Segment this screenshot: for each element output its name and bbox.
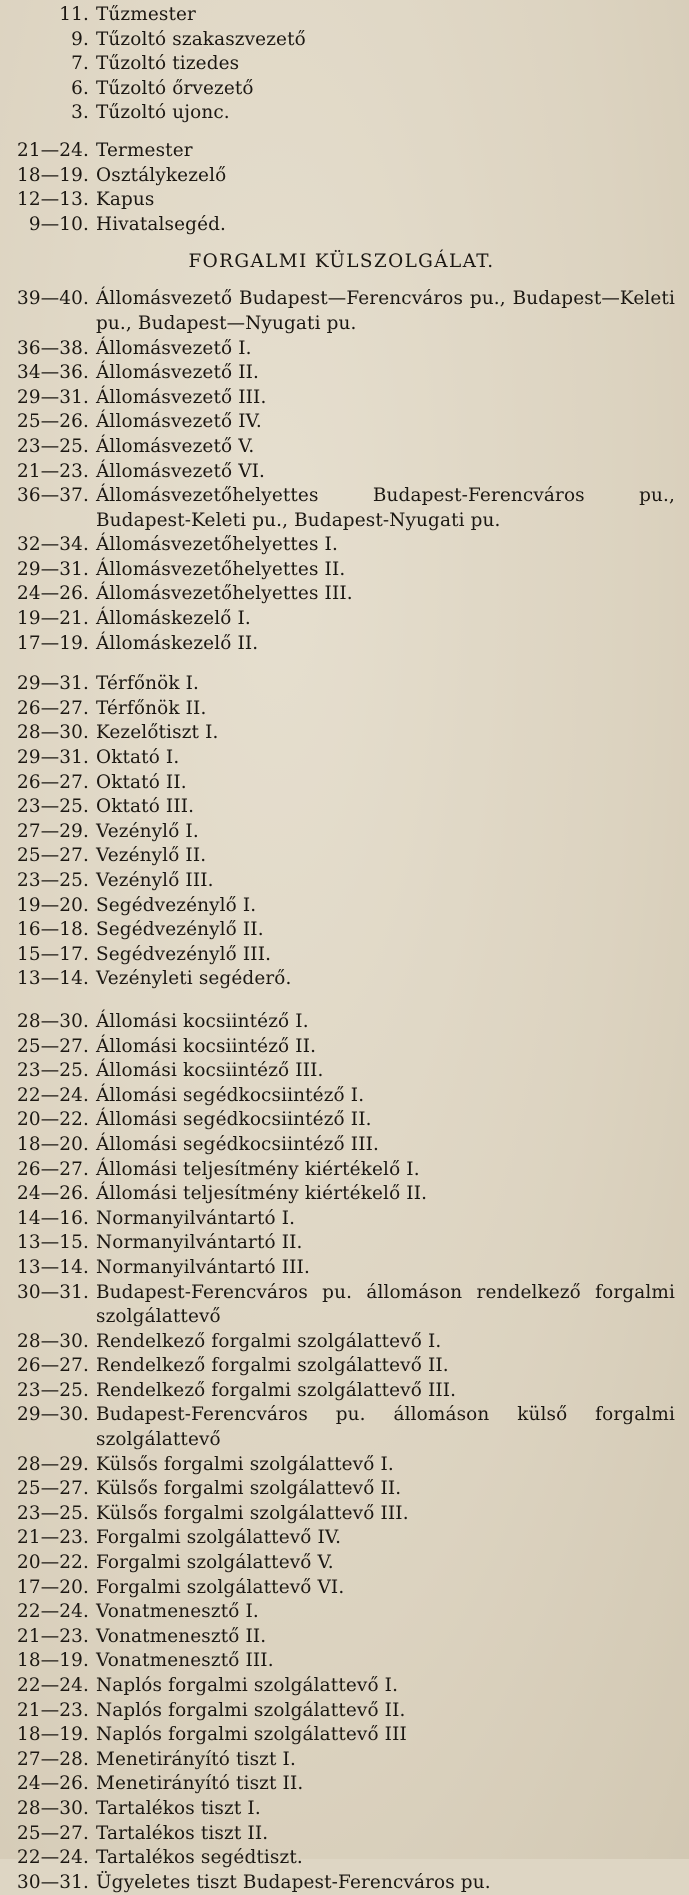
- position-title: Normanyilvántartó II.: [96, 1232, 303, 1254]
- grade-range: 26—27.: [17, 697, 89, 719]
- list-item: [8, 721, 675, 746]
- grade-range: 17—19.: [17, 632, 89, 654]
- position-title: Állomásvezető II.: [96, 362, 260, 384]
- position-title: Kapus: [96, 189, 155, 211]
- position-title: Állomási segédkocsiintéző II.: [96, 1109, 372, 1131]
- position-title: Naplós forgalmi szolgálattevő III: [96, 1724, 407, 1746]
- grade-range: 18—19.: [17, 1724, 89, 1746]
- list-item: [8, 410, 675, 435]
- grade-range: 21—23.: [17, 1699, 89, 1721]
- list-item: [8, 1403, 675, 1452]
- list-item: [8, 361, 675, 386]
- position-title: Menetirányító tiszt I.: [96, 1748, 296, 1770]
- grade-range: 15—17.: [17, 943, 89, 965]
- position-title: Vonatmenesztő III.: [96, 1650, 274, 1672]
- block-fire-service: [8, 3, 675, 126]
- list-item: [8, 1600, 675, 1625]
- position-title: Állomáskezelő II.: [96, 632, 259, 654]
- position-title: Állomási segédkocsiintéző III.: [96, 1133, 380, 1155]
- grade-range: 18—19.: [17, 1650, 89, 1672]
- position-title: Hivatalsegéd.: [96, 213, 227, 235]
- list-item: [8, 1035, 675, 1060]
- list-item: [8, 632, 675, 657]
- list-item: [8, 1649, 675, 1674]
- grade-range: 20—22.: [17, 1109, 89, 1131]
- position-title: Ügyeletes tiszt Budapest-Ferencváros pu.: [96, 1871, 491, 1893]
- position-title: Tűzoltó őrvezető: [96, 77, 254, 99]
- grade-range: 27—28.: [17, 1748, 89, 1770]
- grade-range: 21—23.: [17, 1625, 89, 1647]
- grade-range: 26—27.: [17, 1158, 89, 1180]
- list-item: [8, 287, 675, 336]
- position-title: Forgalmi szolgálattevő IV.: [96, 1527, 342, 1549]
- position-title: Naplós forgalmi szolgálattevő II.: [96, 1699, 406, 1721]
- list-item: [8, 1871, 675, 1895]
- position-title: Vonatmenesztő II.: [96, 1625, 267, 1647]
- list-item: [8, 435, 675, 460]
- list-item: [8, 1281, 675, 1330]
- position-title: Tartalékos segédtiszt.: [96, 1847, 303, 1869]
- list-item: [8, 533, 675, 558]
- position-title: Állomásvezetőhelyettes III.: [96, 583, 353, 605]
- list-item: [8, 1576, 675, 1601]
- position-title: Oktató II.: [96, 771, 187, 793]
- list-item: [8, 386, 675, 411]
- position-title: Vezénylő III.: [96, 870, 214, 891]
- grade-range: 25—26.: [17, 411, 89, 433]
- position-title: Állomási kocsiintéző III.: [96, 1060, 324, 1082]
- position-title: Tartalékos tiszt I.: [96, 1797, 261, 1819]
- position-title: Állomásvezető I.: [96, 337, 252, 359]
- list-item: [8, 1158, 675, 1183]
- position-title: Oktató III.: [96, 796, 195, 818]
- position-title: Tűzmester: [96, 4, 196, 25]
- list-item: [8, 188, 675, 213]
- list-item: [8, 213, 675, 238]
- position-title: Állomásvezetőhelyettes I.: [96, 534, 338, 556]
- list-item: [8, 1674, 675, 1699]
- list-item: [8, 771, 675, 796]
- position-title: Tartalékos tiszt II.: [96, 1822, 269, 1844]
- grade-range: 26—27.: [17, 1355, 89, 1377]
- grade-range: 30—31.: [17, 1281, 89, 1303]
- position-title: Tűzoltó tizedes: [96, 53, 240, 75]
- grade-range: 9—10.: [28, 213, 89, 235]
- position-title: Állomási segédkocsiintéző I.: [96, 1084, 365, 1106]
- list-item: [8, 52, 675, 77]
- grade-range: 21—23.: [17, 1527, 89, 1549]
- list-item: [8, 1723, 675, 1748]
- list-item: [8, 1477, 675, 1502]
- position-title: Vezénylő I.: [96, 820, 199, 842]
- list-item: [8, 869, 675, 894]
- grade-range: 22—24.: [17, 1084, 89, 1106]
- grade-range: 13—15.: [17, 1232, 89, 1254]
- position-title: Budapest-Ferencváros pu. állomáson külső forgalmi szolgálattevő: [96, 1404, 675, 1451]
- list-item: [8, 139, 675, 164]
- position-title: Forgalmi szolgálattevő V.: [96, 1552, 334, 1574]
- position-title: Állomáskezelő I.: [96, 608, 251, 630]
- grade-range: 23—25.: [17, 796, 89, 818]
- position-title: Forgalmi szolgálattevő VI.: [96, 1576, 345, 1598]
- grade-range: 26—27.: [17, 771, 89, 793]
- grade-range: 14—16.: [17, 1207, 89, 1229]
- grade-range: 23—25.: [17, 1502, 89, 1524]
- grade-range: 19—21.: [17, 608, 89, 630]
- list-item: [8, 795, 675, 820]
- list-item: [8, 1231, 675, 1256]
- list-item: [8, 1772, 675, 1797]
- position-title: Termester: [96, 139, 193, 161]
- position-title: Tűzoltó szakaszvezető: [96, 28, 306, 50]
- list-item: [8, 1748, 675, 1773]
- list-item: [8, 337, 675, 362]
- grade-range: 36—38.: [17, 337, 89, 359]
- grade-range: 34—36.: [17, 362, 89, 384]
- list-item: [8, 1797, 675, 1822]
- list-item: [8, 967, 675, 992]
- position-title: Külsős forgalmi szolgálattevő III.: [96, 1502, 409, 1524]
- position-title: Osztálykezelő: [96, 164, 227, 186]
- position-title: Külsős forgalmi szolgálattevő II.: [96, 1478, 402, 1500]
- grade-range: 25—27.: [17, 1478, 89, 1500]
- position-title: Állomási kocsiintéző I.: [96, 1010, 309, 1032]
- position-title: Segédvezénylő I.: [96, 894, 257, 916]
- grade-range: 28—30.: [17, 1797, 89, 1819]
- position-title: Állomási teljesítmény kiértékelő I.: [96, 1158, 420, 1180]
- grade-range: 25—27.: [17, 1822, 89, 1844]
- grade-range: 29—30.: [17, 1404, 89, 1426]
- position-title: Külsős forgalmi szolgálattevő I.: [96, 1453, 394, 1475]
- list-item: [8, 101, 675, 126]
- grade-range: 24—26.: [17, 1183, 89, 1205]
- list-item: [8, 672, 675, 697]
- list-item: [8, 697, 675, 722]
- position-title: Állomásvezetőhelyettes II.: [96, 558, 346, 580]
- grade-range: 24—26.: [17, 583, 89, 605]
- position-title: Segédvezénylő II.: [96, 919, 264, 941]
- position-title: Oktató I.: [96, 747, 180, 769]
- grade-range: 39—40.: [17, 288, 89, 310]
- list-item: [8, 1059, 675, 1084]
- list-item: [8, 77, 675, 102]
- grade-range: 29—31.: [17, 673, 89, 695]
- block-office-staff: [8, 139, 675, 237]
- position-title: Állomási teljesítmény kiértékelő II.: [96, 1183, 428, 1205]
- list-item: [8, 918, 675, 943]
- grade-range: 28—30.: [17, 1010, 89, 1032]
- grade-range: 25—27.: [17, 1035, 89, 1057]
- list-item: [8, 3, 675, 28]
- list-item: [8, 484, 675, 533]
- grade-range: 21—23.: [17, 460, 89, 482]
- grade-range: 7.: [71, 53, 89, 75]
- block-station-management: [8, 287, 675, 656]
- list-item: [8, 1551, 675, 1576]
- grade-range: 9.: [71, 28, 89, 50]
- grade-range: 29—31.: [17, 558, 89, 580]
- grade-range: 21—24.: [17, 139, 89, 161]
- position-title: Rendelkező forgalmi szolgálattevő III.: [96, 1379, 457, 1401]
- position-title: Budapest-Ferencváros pu. állomáson rendelkező forgalmi szolgálattevő: [96, 1281, 675, 1328]
- grade-range: 28—30.: [17, 722, 89, 744]
- list-item: [8, 1502, 675, 1527]
- position-title: Vezénylő II.: [96, 845, 207, 867]
- list-item: [8, 1699, 675, 1724]
- grade-range: 19—20.: [17, 894, 89, 916]
- grade-range: 25—27.: [17, 845, 89, 867]
- spacer: [8, 126, 675, 132]
- list-item: [8, 1256, 675, 1281]
- grade-range: 24—26.: [17, 1773, 89, 1795]
- grade-range: 13—14.: [17, 968, 89, 990]
- list-item: [8, 1526, 675, 1551]
- section-heading: FORGALMI KÜLSZOLGÁLAT.: [188, 251, 495, 273]
- list-item: [8, 164, 675, 189]
- list-item: [8, 820, 675, 845]
- position-title: Rendelkező forgalmi szolgálattevő I.: [96, 1330, 442, 1352]
- list-item: [8, 582, 675, 607]
- spacer: [8, 656, 675, 672]
- grade-range: 6.: [71, 77, 89, 99]
- list-item: [8, 1846, 675, 1871]
- position-title: Térfőnök II.: [96, 697, 207, 719]
- position-title: Rendelkező forgalmi szolgálattevő II.: [96, 1355, 449, 1377]
- grade-range: 23—25.: [17, 870, 89, 891]
- position-title: Állomásvezető IV.: [96, 411, 262, 433]
- position-title: Kezelőtiszt I.: [96, 722, 219, 744]
- list-item: [8, 1354, 675, 1379]
- list-item: [8, 1379, 675, 1404]
- list-item: [8, 1625, 675, 1650]
- position-title: Állomásvezető V.: [96, 435, 255, 457]
- grade-range: 12—13.: [17, 189, 89, 211]
- grade-range: 20—22.: [17, 1552, 89, 1574]
- position-title: Állomásvezető III.: [96, 386, 267, 408]
- grade-range: 29—31.: [17, 386, 89, 408]
- position-title: Vonatmenesztő I.: [96, 1601, 259, 1623]
- grade-range: 16—18.: [17, 919, 89, 941]
- grade-range: 30—31.: [17, 1871, 89, 1893]
- list-item: [8, 844, 675, 869]
- list-item: [8, 1010, 675, 1035]
- position-title: Normanyilvántartó I.: [96, 1207, 296, 1229]
- position-title: Állomási kocsiintéző II.: [96, 1035, 317, 1057]
- list-item: [8, 1133, 675, 1158]
- list-item: [8, 1330, 675, 1355]
- position-title: Állomásvezető VI.: [96, 460, 266, 482]
- grade-range: 23—25.: [17, 435, 89, 457]
- grade-range: 3.: [71, 102, 89, 124]
- grade-range: 32—34.: [17, 534, 89, 556]
- grade-range: 18—19.: [17, 164, 89, 186]
- grade-range: 29—31.: [17, 747, 89, 769]
- grade-range: 22—24.: [17, 1675, 89, 1696]
- position-title: Segédvezénylő III.: [96, 943, 272, 965]
- grade-range: 11.: [59, 4, 89, 25]
- grade-range: 27—29.: [17, 820, 89, 842]
- grade-range: 28—29.: [17, 1453, 89, 1475]
- position-title: Normanyilvántartó III.: [96, 1256, 310, 1278]
- block-traffic-staff: [8, 1010, 675, 1895]
- list-item: [8, 1207, 675, 1232]
- grade-range: 22—24.: [17, 1847, 89, 1869]
- grade-range: 22—24.: [17, 1601, 89, 1623]
- grade-range: 18—20.: [17, 1133, 89, 1155]
- grade-range: 23—25.: [17, 1060, 89, 1082]
- list-item: [8, 558, 675, 583]
- list-item: [8, 460, 675, 485]
- list-item: [8, 746, 675, 771]
- list-item: [8, 607, 675, 632]
- list-item: [8, 1453, 675, 1478]
- list-item: [8, 943, 675, 968]
- grade-range: 23—25.: [17, 1379, 89, 1401]
- position-title: Állomásvezetőhelyettes Budapest-Ferencváros pu., Budapest-Keleti pu., Budapest-Nyugati pu.: [96, 485, 675, 531]
- grade-range: 13—14.: [17, 1256, 89, 1278]
- list-item: [8, 1182, 675, 1207]
- list-item: [8, 28, 675, 53]
- position-title: Menetirányító tiszt II.: [96, 1773, 304, 1795]
- list-item: [8, 1108, 675, 1133]
- list-item: [8, 1822, 675, 1847]
- grade-range: 17—20.: [17, 1576, 89, 1598]
- list-item: [8, 1084, 675, 1109]
- list-item: [8, 894, 675, 919]
- spacer: [8, 992, 675, 1008]
- position-title: Térfőnök I.: [96, 673, 200, 695]
- position-title: Tűzoltó ujonc.: [96, 102, 230, 124]
- grade-range: 28—30.: [17, 1330, 89, 1352]
- position-title: Vezényleti segéderő.: [96, 968, 292, 990]
- block-yard-staff: [8, 672, 675, 992]
- grade-range: 36—37.: [17, 485, 89, 507]
- position-title: Állomásvezető Budapest—Ferencváros pu., Budapest—Keleti pu., Budapest—Nyugati pu.: [96, 288, 675, 334]
- position-title: Naplós forgalmi szolgálattevő I.: [96, 1675, 399, 1696]
